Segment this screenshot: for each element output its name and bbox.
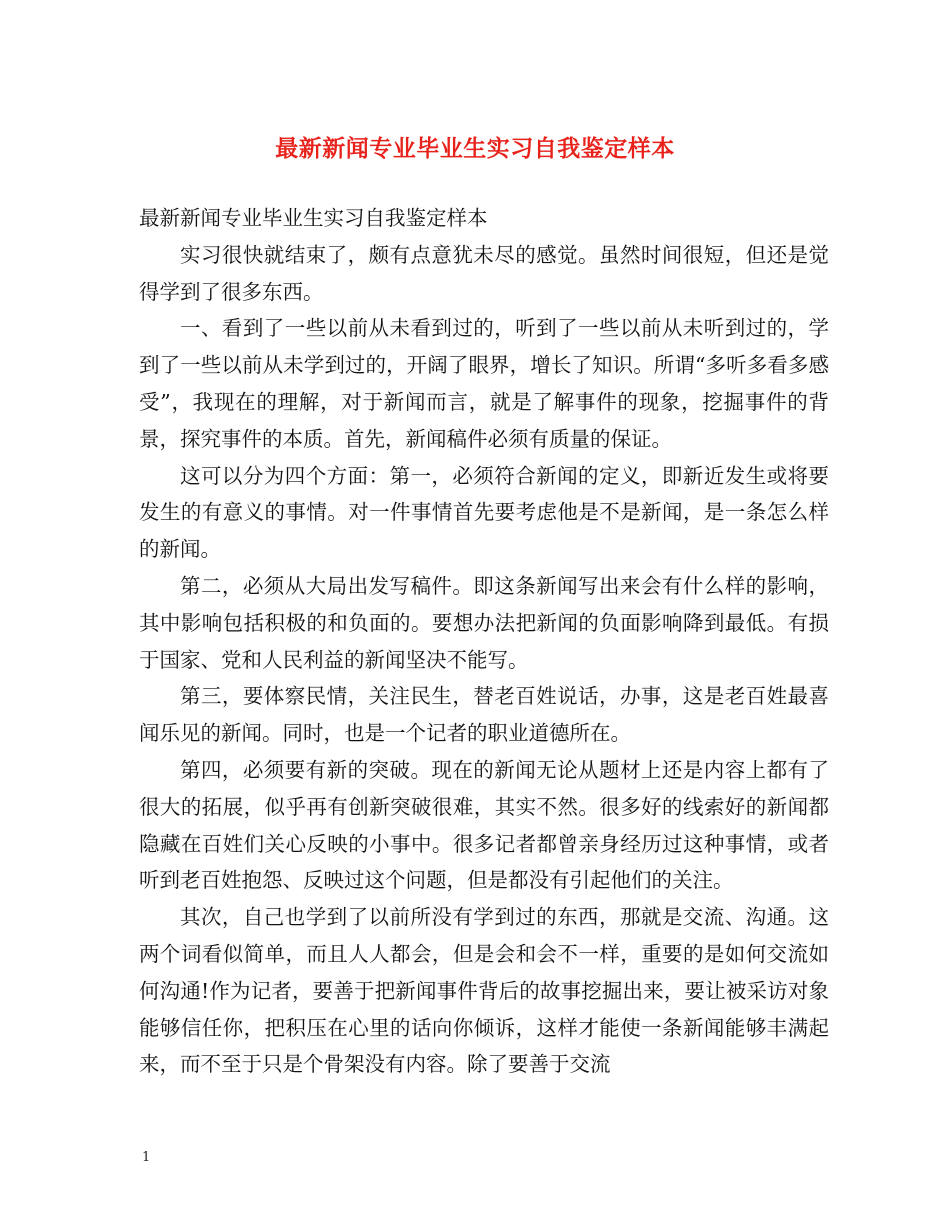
document-subtitle: 最新新闻专业毕业生实习自我鉴定样本 [139, 206, 488, 230]
paragraph-four-aspects: 这可以分为四个方面：第一，必须符合新闻的定义，即新近发生或将要发生的有意义的事情。对一件事情首先要考虑他是不是新闻，是一条怎么样的新闻。 [139, 463, 829, 562]
document-body [139, 200, 829, 1083]
paragraph-communication: 其次，自己也学到了以前所没有学到过的东西，那就是交流、沟通。这两个词看似简单，而且人人都会，但是会和会不一样，重要的是如何交流如何沟通!作为记者，要善于把新闻事件背后的故事挖掘出来，要让被采访对象能够信任你，把积压在心里的话向你倾诉，这样才能使一条新闻能够丰满起来，而不至于只是个骨架没有内容。除了要善于交流 [139, 905, 829, 1077]
paragraph-fourth: 第四，必须要有新的突破。现在的新闻无论从题材上还是内容上都有了很大的拓展，似乎再有创新突破很难，其实不然。很多好的线索好的新闻都隐藏在百姓们关心反映的小事中。很多记者都曾亲身经历过这种事情，或者听到老百姓抱怨、反映过这个问题，但是都没有引起他们的关注。 [139, 757, 829, 893]
document-title: 最新新闻专业毕业生实习自我鉴定样本 [275, 135, 675, 162]
paragraph-second: 第二，必须从大局出发写稿件。即这条新闻写出来会有什么样的影响，其中影响包括积极的和负面的。要想办法把新闻的负面影响降到最低。有损于国家、党和人民利益的新闻坚决不能写。 [139, 573, 829, 672]
paragraph-third: 第三，要体察民情，关注民生，替老百姓说话，办事，这是老百姓最喜闻乐见的新闻。同时，也是一个记者的职业道德所在。 [139, 684, 829, 746]
page-number: 1 [142, 1150, 151, 1165]
paragraph-intro: 实习很快就结束了，颇有点意犹未尽的感觉。虽然时间很短，但还是觉得学到了很多东西。 [139, 242, 829, 304]
paragraph-point-one: 一、看到了一些以前从未看到过的，听到了一些以前从未听到过的，学到了一些以前从未学到过的，开阔了眼界，增长了知识。所谓“多听多看多感受”，我现在的理解，对于新闻而言，就是了解事件的现象，挖掘事件的背景，探究事件的本质。首先，新闻稿件必须有质量的保证。 [139, 316, 829, 451]
